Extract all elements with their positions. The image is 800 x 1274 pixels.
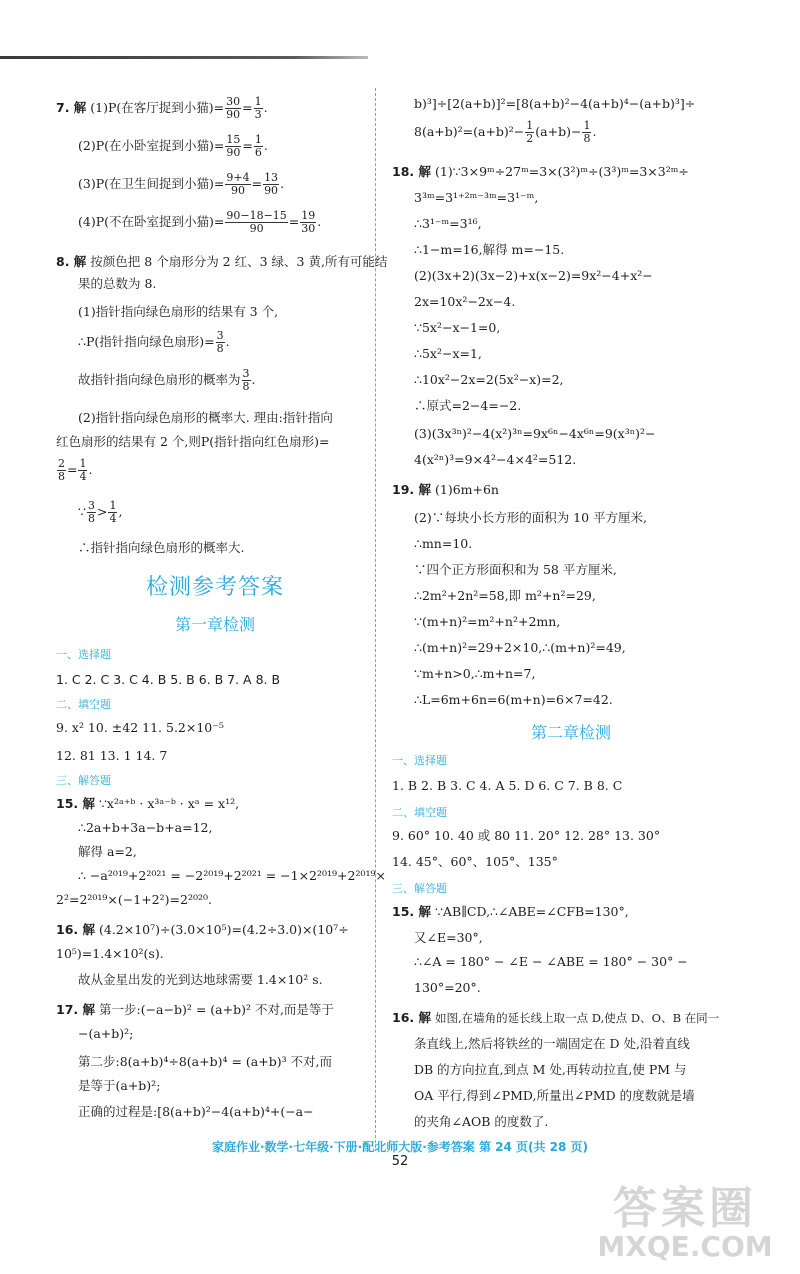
q15-line1: 15. 解 ∵x²ᵃ⁺ᵇ · x³ᵃ⁻ᵇ · xᵃ = x¹², xyxy=(56,796,240,811)
q18-line5: (2)(3x+2)(3x−2)+x(x−2)=9x²−4+x²− xyxy=(414,268,653,283)
ch2-q16-line1: 16. 解 如图,在墙角的延长线上取一点 D,使点 D、O、B 在同一 xyxy=(392,1010,720,1025)
answer-title: 检测参考答案 xyxy=(145,575,284,600)
ch1-section-fill: 二、填空题 xyxy=(56,698,111,711)
page-number: 52 xyxy=(391,1154,409,1169)
ch1-fill-answers-2: 12. 81 13. 1 14. 7 xyxy=(56,748,168,763)
q17-line4: 是等于(a+b)²; xyxy=(78,1078,161,1093)
q15-line4: ∴ −a²⁰¹⁹+2²⁰²¹ = −2²⁰¹⁹+2²⁰²¹ = −1×2²⁰¹⁹+2²⁰¹⁹× xyxy=(78,868,386,883)
ch2-q16-line2: 条直线上,然后将铁丝的一端固定在 D 处,沿着直线 xyxy=(414,1036,690,1051)
q18-line12: 4(x²ⁿ)³=9×4²−4×4²=512. xyxy=(414,452,577,467)
ch2-section-solve: 三、解答题 xyxy=(392,882,447,895)
ch2-q16-line3: DB 的方向拉直,到点 M 处,再转动拉直,使 PM 与 xyxy=(414,1062,687,1077)
q7-part4: (4)P(不在卧室捉到小猫)= $\frac{90-18-15}{90}$ = $\frac{19}{30}$ . xyxy=(78,209,322,235)
q17-line3: 第二步:8(a+b)⁴÷8(a+b)⁴ = (a+b)³ 不对,而 xyxy=(78,1054,333,1069)
q7-part2: (2)P(在小卧室捉到小猫)= $\frac{15}{90}$ = $\frac{1}{6}$ . xyxy=(78,133,268,159)
ch2-q15-line2: 又∠E=30°, xyxy=(414,930,483,945)
q8-line8: $\frac{2}{8}$ = $\frac{1}{4}$ . xyxy=(58,457,93,483)
q19-line3: ∴mn=10. xyxy=(414,536,473,551)
q8-line9: ∵ $\frac{3}{8}$ > $\frac{1}{4}$ , xyxy=(78,499,123,525)
q17-cont-line2: 8(a+b)²=(a+b)²− $\frac{1}{2}$ (a+b)− $\frac{1}{8}$ . xyxy=(414,119,597,145)
ch1-section-choice: 一、选择题 xyxy=(56,648,111,661)
ch2-choice-answers: 1. B 2. B 3. C 4. A 5. D 6. C 7. B 8. C xyxy=(392,778,623,793)
q19-line6: ∵(m+n)²=m²+n²+2mn, xyxy=(414,614,561,629)
q17-cont-line1: b)³]÷[2(a+b)]²=[8(a+b)²−4(a+b)⁴−(a+b)³]÷ xyxy=(414,96,696,111)
ch2-q16-line4: OA 平行,得到∠PMD,所量出∠PMD 的度数就是墙 xyxy=(414,1088,695,1103)
ch1-choice-answers: 1. C 2. C 3. C 4. B 5. B 6. B 7. A 8. B xyxy=(56,672,281,687)
q15-line3: 解得 a=2, xyxy=(78,844,137,859)
q8-line1: 8. 解 按颜色把 8 个扇形分为 2 红、3 绿、3 黄,所有可能结 xyxy=(56,254,388,269)
ch1-fill-answers-1: 9. x² 10. ±42 11. 5.2×10⁻⁵ xyxy=(56,720,224,735)
ch2-q16-line5: 的夹角∠AOB 的度数了. xyxy=(414,1114,549,1129)
top-rule xyxy=(0,56,368,59)
q18-line6: 2x=10x²−2x−4. xyxy=(414,294,516,309)
q16-line3: 故从金星出发的光到达地球需要 1.4×10² s. xyxy=(78,972,323,987)
ch2-q15-line3: ∴∠A = 180° − ∠E − ∠ABE = 180° − 30° − xyxy=(414,954,688,969)
q8-line4: ∴P(指针指向绿色扇形)= $\frac{3}{8}$ . xyxy=(78,329,230,355)
q8-line3: (1)指针指向绿色扇形的结果有 3 个, xyxy=(78,304,279,319)
q8-line5: 故指针指向绿色扇形的概率为 $\frac{3}{8}$ . xyxy=(78,367,256,393)
q19-line9: ∴L=6m+6n=6(m+n)=6×7=42. xyxy=(414,692,613,707)
ch2-section-fill: 二、填空题 xyxy=(392,806,447,819)
q18-line3: ∴3¹⁻ᵐ=3¹⁶, xyxy=(414,216,482,231)
q8-line2: 果的总数为 8. xyxy=(78,276,157,291)
column-divider xyxy=(375,88,376,1148)
ch2-fill-answers-1: 9. 60° 10. 40 或 80 11. 20° 12. 28° 13. 30° xyxy=(392,828,661,843)
ch2-section-choice: 一、选择题 xyxy=(392,754,447,767)
q7-part1: 7. 解 (1)P(在客厅捉到小猫)= $\frac{30}{90}$ = $\frac{1}{3}$ . xyxy=(56,95,268,121)
chapter1-title: 第一章检测 xyxy=(174,615,255,634)
q19-line2: (2)∵每块小长方形的面积为 10 平方厘米, xyxy=(414,510,648,525)
q18-line11: (3)(3x³ⁿ)²−4(x²)³ⁿ=9x⁶ⁿ−4x⁶ⁿ=9(x³ⁿ)²− xyxy=(414,426,656,441)
q19-line4: ∵四个正方形面积和为 58 平方厘米, xyxy=(414,562,617,577)
ch2-q15-line1: 15. 解 ∵AB∥CD,∴∠ABE=∠CFB=130°, xyxy=(392,904,629,919)
q15-line5: 2²=2²⁰¹⁹×(−1+2²)=2²⁰²⁰. xyxy=(56,892,212,907)
q8-line7: 红色扇形的结果有 2 个,则P(指针指向红色扇形)= xyxy=(56,434,330,449)
q18-line4: ∴1−m=16,解得 m=−15. xyxy=(414,242,565,257)
ch2-fill-answers-2: 14. 45°、60°、105°、135° xyxy=(392,854,558,869)
ch2-q15-line4: 130°=20°. xyxy=(414,980,481,995)
footer-caption: 家庭作业·数学·七年级·下册·配北师大版·参考答案 第 24 页(共 28 页) xyxy=(211,1140,589,1154)
q19-line1: 19. 解 (1)6m+6n xyxy=(392,482,499,497)
q16-line1: 16. 解 (4.2×10⁷)÷(3.0×10⁵)=(4.2÷3.0)×(10⁷÷ xyxy=(56,922,349,937)
q18-line8: ∴5x²−x=1, xyxy=(414,346,482,361)
watermark-cn: 答案圈 xyxy=(613,1183,757,1234)
q18-line1: 18. 解 (1)∵3×9ᵐ÷27ᵐ=3×(3²)ᵐ÷(3³)ᵐ=3×3²ᵐ÷ xyxy=(392,164,689,179)
q19-line8: ∵m+n>0,∴m+n=7, xyxy=(414,666,536,681)
q17-line5: 正确的过程是:[8(a+b)²−4(a+b)⁴+(−a− xyxy=(78,1104,314,1119)
q7-label: 7. 解 xyxy=(56,100,87,115)
ch1-section-solve: 三、解答题 xyxy=(56,774,111,787)
q17-line2: −(a+b)²; xyxy=(78,1026,134,1041)
q19-line5: ∴2m²+2n²=58,即 m²+n²=29, xyxy=(414,588,596,603)
watermark-logo xyxy=(580,1172,790,1268)
q17-line1: 17. 解 第一步:(−a−b)² = (a+b)² 不对,而是等于 xyxy=(56,1002,334,1017)
q15-line2: ∴2a+b+3a−b+a=12, xyxy=(78,820,213,835)
q7-part3: (3)P(在卫生间捉到小猫)= $\frac{9+4}{90}$ = $\frac{13}{90}$ . xyxy=(78,171,285,197)
q8-line6: (2)指针指向绿色扇形的概率大. 理由:指针指向 xyxy=(78,410,333,425)
chapter2-title: 第二章检测 xyxy=(530,723,611,742)
q18-line7: ∵5x²−x−1=0, xyxy=(414,320,501,335)
q18-line2: 3³ᵐ=3¹⁺²ᵐ⁻³ᵐ=3¹⁻ᵐ, xyxy=(414,190,539,205)
watermark-en: MXQE.COM xyxy=(597,1230,773,1263)
q19-line7: ∴(m+n)²=29+2×10,∴(m+n)²=49, xyxy=(414,640,626,655)
q8-line10: ∴指针指向绿色扇形的概率大. xyxy=(78,540,245,555)
q18-line10: ∴原式=2−4=−2. xyxy=(414,398,522,413)
q18-line9: ∴10x²−2x=2(5x²−x)=2, xyxy=(414,372,564,387)
q16-line2: 10⁵)=1.4×10²(s). xyxy=(56,946,164,961)
